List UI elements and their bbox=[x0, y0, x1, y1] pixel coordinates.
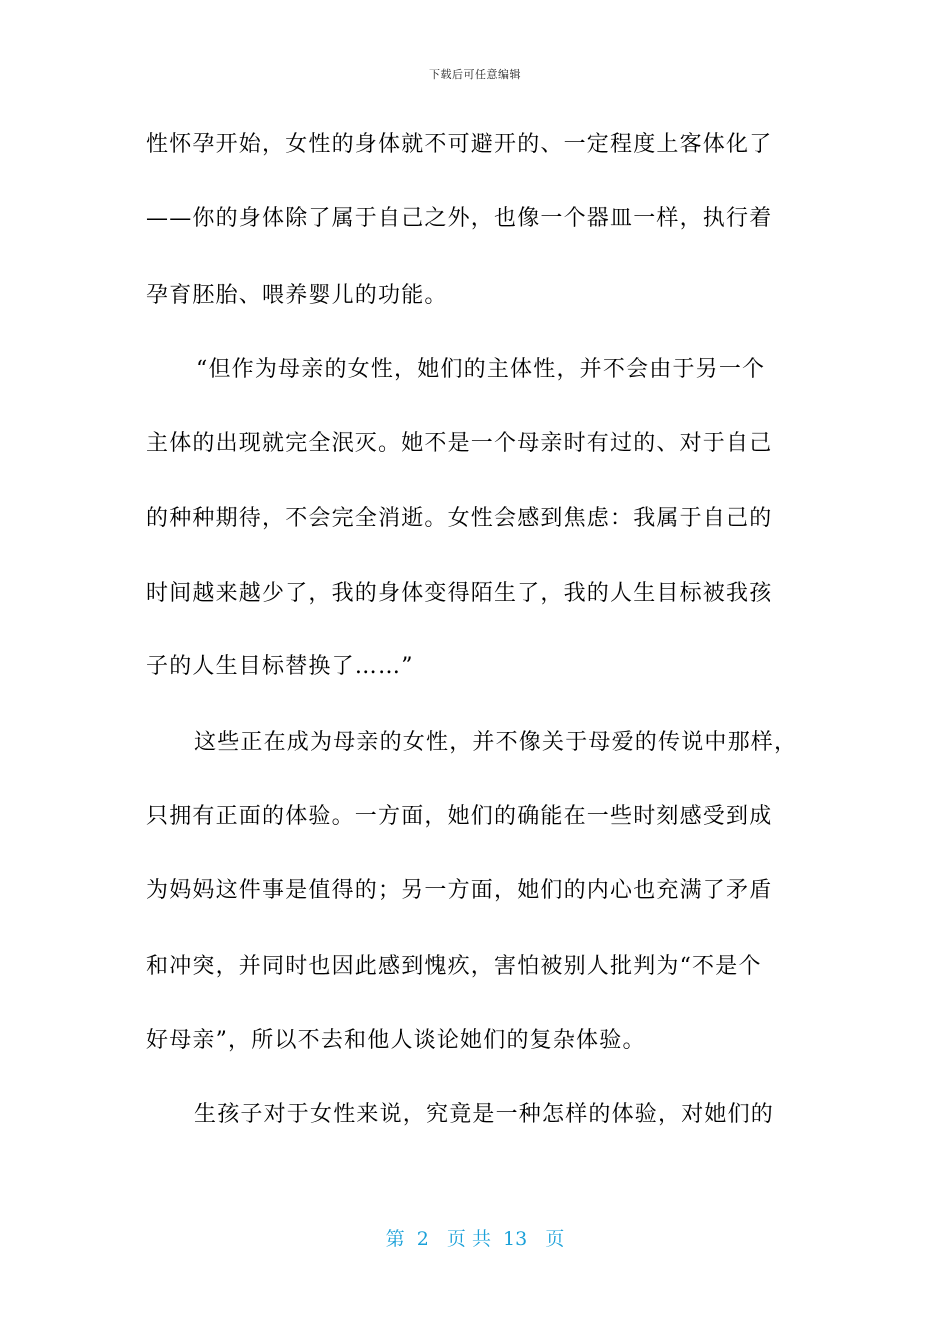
text-line: 为妈妈这件事是值得的；另一方面，她们的内心也充满了矛盾 bbox=[146, 878, 773, 903]
paragraph-start-line: “但作为母亲的女性，她们的主体性，并不会由于另一个 bbox=[196, 357, 766, 382]
text-line: 的种种期待，不会完全消逝。女性会感到焦虑：我属于自己的 bbox=[146, 506, 773, 531]
text-line: 时间越来越少了，我的身体变得陌生了，我的人生目标被我孩 bbox=[146, 581, 773, 606]
text-line: 孕育胚胎、喂养婴儿的功能。 bbox=[146, 283, 448, 308]
text-line: ——你的身体除了属于自己之外，也像一个器皿一样，执行着 bbox=[146, 206, 773, 231]
text-line: 性怀孕开始，女性的身体就不可避开的、一定程度上客体化了 bbox=[146, 132, 773, 157]
header-note: 下载后可任意编辑 bbox=[429, 68, 521, 81]
text-line: 主体的出现就完全泯灭。她不是一个母亲时有过的、对于自己 bbox=[146, 431, 773, 456]
text-line: 好母亲”，所以不去和他人谈论她们的复杂体验。 bbox=[146, 1028, 646, 1053]
text-line: 和冲突，并同时也因此感到愧疚，害怕被别人批判为“不是个 bbox=[146, 954, 762, 979]
text-line: 只拥有正面的体验。一方面，她们的确能在一些时刻感受到成 bbox=[146, 804, 773, 829]
text-line: 子的人生目标替换了……” bbox=[146, 654, 414, 679]
page-number-footer: 第 2 页 共 13 页 bbox=[385, 1228, 565, 1250]
paragraph-start-line: 这些正在成为母亲的女性，并不像关于母爱的传说中那样， bbox=[194, 730, 798, 755]
paragraph-start-line: 生孩子对于女性来说，究竟是一种怎样的体验，对她们的 bbox=[194, 1102, 775, 1127]
